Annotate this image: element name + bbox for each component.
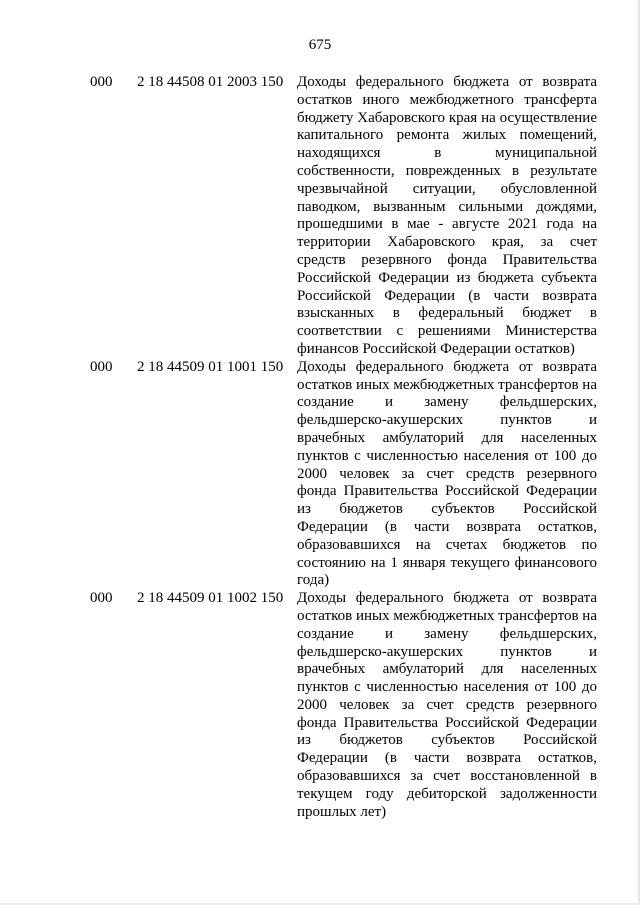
page-number: 675 <box>308 37 332 53</box>
table-row <box>0 359 640 590</box>
income-description: Доходы федерального бюджета от возврата остатков иного межбюджетного трансферта бюджету Хабаровского края на осуществление капитального ремонта жилых помещений, находящихся в муниципальной собственности, поврежденных в результате чрезвычайной ситуации, обусловленной паводком, вызванным сильными дождями, прошедшими в мае - августе 2021 года на территории Хабаровского края, за счет средств резервного фонда Правительства Российской Федерации из бюджета субъекта Российской Федерации (в части возврата взысканных в федеральный бюджет в соответствии с решениями Министерства финансов Российской Федерации остатков) <box>297 74 597 357</box>
income-description: Доходы федерального бюджета от возврата остатков иных межбюджетных трансфертов на создание и замену фельдшерских, фельдшерско-акушерских пунктов и врачебных амбулаторий для населенных пунктов с численностью населения от 100 до 2000 человек за счет средств резервного фонда Правительства Российской Федерации из бюджетов субъектов Российской Федерации (в части возврата остатков, образовавшихся на счетах бюджетов по состоянию на 1 января текущего финансового года) <box>297 358 597 589</box>
table-row <box>0 590 640 821</box>
admin-code: 000 <box>90 590 113 607</box>
budget-classification-code: 2 18 44508 01 2003 150 <box>137 74 284 90</box>
income-description: Доходы федерального бюджета от возврата остатков иных межбюджетных трансфертов на создание и замену фельдшерских, фельдшерско-акушерских пунктов и врачебных амбулаторий для населенных пунктов с численностью населения от 100 до 2000 человек за счет средств резервного фонда Правительства Российской Федерации из бюджетов субъектов Российской Федерации (в части возврата остатков, образовавшихся за счет восстановленной в текущем году дебиторской задолженности прошлых лет) <box>297 590 597 820</box>
budget-code-table <box>0 74 640 821</box>
admin-code: 000 <box>90 358 113 375</box>
table-row <box>0 74 640 359</box>
budget-classification-code: 2 18 44509 01 1001 150 <box>137 358 284 375</box>
budget-classification-code: 2 18 44509 01 1002 150 <box>137 590 284 607</box>
admin-code: 000 <box>90 74 113 90</box>
